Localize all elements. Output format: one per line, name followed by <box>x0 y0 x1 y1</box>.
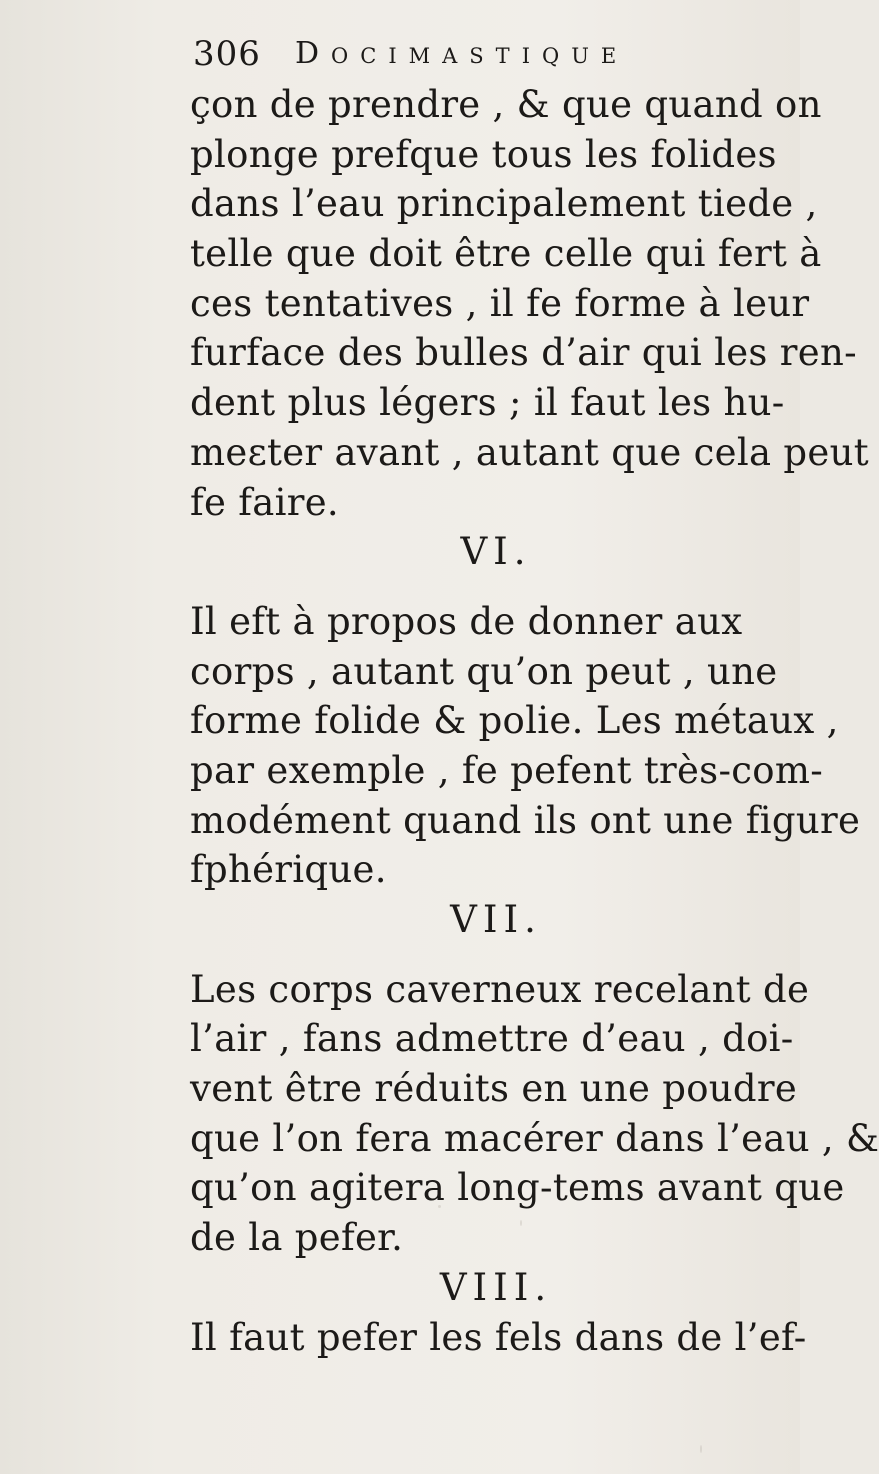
text-line: vent être réduits en une poudre <box>190 1067 798 1111</box>
text-line: Il eft à propos de donner aux <box>190 599 743 643</box>
paper-speck <box>700 1445 702 1453</box>
section-heading-6: VI. <box>460 530 532 574</box>
text-line: l’air , fans admettre d’eau , doi- <box>190 1017 794 1061</box>
running-title: Docimastique <box>295 36 629 71</box>
text-line: dans l’eau principalement tiede , <box>190 182 818 226</box>
text-line: fphérique. <box>190 848 387 892</box>
text-line: çon de prendre , & que quand on <box>190 83 822 126</box>
text-line: furface des bulles d’air qui les ren- <box>190 331 857 375</box>
text-line: dent plus légers ; il faut les hu- <box>190 381 785 425</box>
paper-speck <box>438 1205 441 1208</box>
text-line: corps , autant qu’on peut , une <box>190 649 778 693</box>
text-line: ces tentatives , il fe forme à leur <box>190 281 810 325</box>
text-line: qu’on agitera long-tems avant que <box>190 1166 845 1210</box>
text-line: telle que doit être celle qui fert à <box>190 232 822 276</box>
text-line: fe faire. <box>190 480 339 524</box>
text-line: forme folide & polie. Les métaux , <box>190 699 839 743</box>
running-head <box>193 28 713 88</box>
text-line: de la pefer. <box>190 1216 404 1260</box>
text-line: que l’on fera macérer dans l’eau , & <box>190 1116 879 1160</box>
section-heading-7: VII. <box>450 898 542 941</box>
section-heading-8: VIII. <box>439 1265 553 1309</box>
text-line: Les corps caverneux recelant de <box>190 967 810 1011</box>
text-line: meɛter avant , autant que cela peut <box>190 430 869 474</box>
text-line: plonge prefque tous les folides <box>190 132 777 176</box>
paper-speck <box>520 1220 522 1226</box>
text-line: Il faut pefer les fels dans de l’ef- <box>190 1315 807 1359</box>
body-text <box>190 80 879 1362</box>
text-line: par exemple , fe pefent très-com- <box>190 748 824 792</box>
text-line: modément quand ils ont une figure <box>190 798 861 842</box>
page-number: 306 <box>193 34 261 74</box>
